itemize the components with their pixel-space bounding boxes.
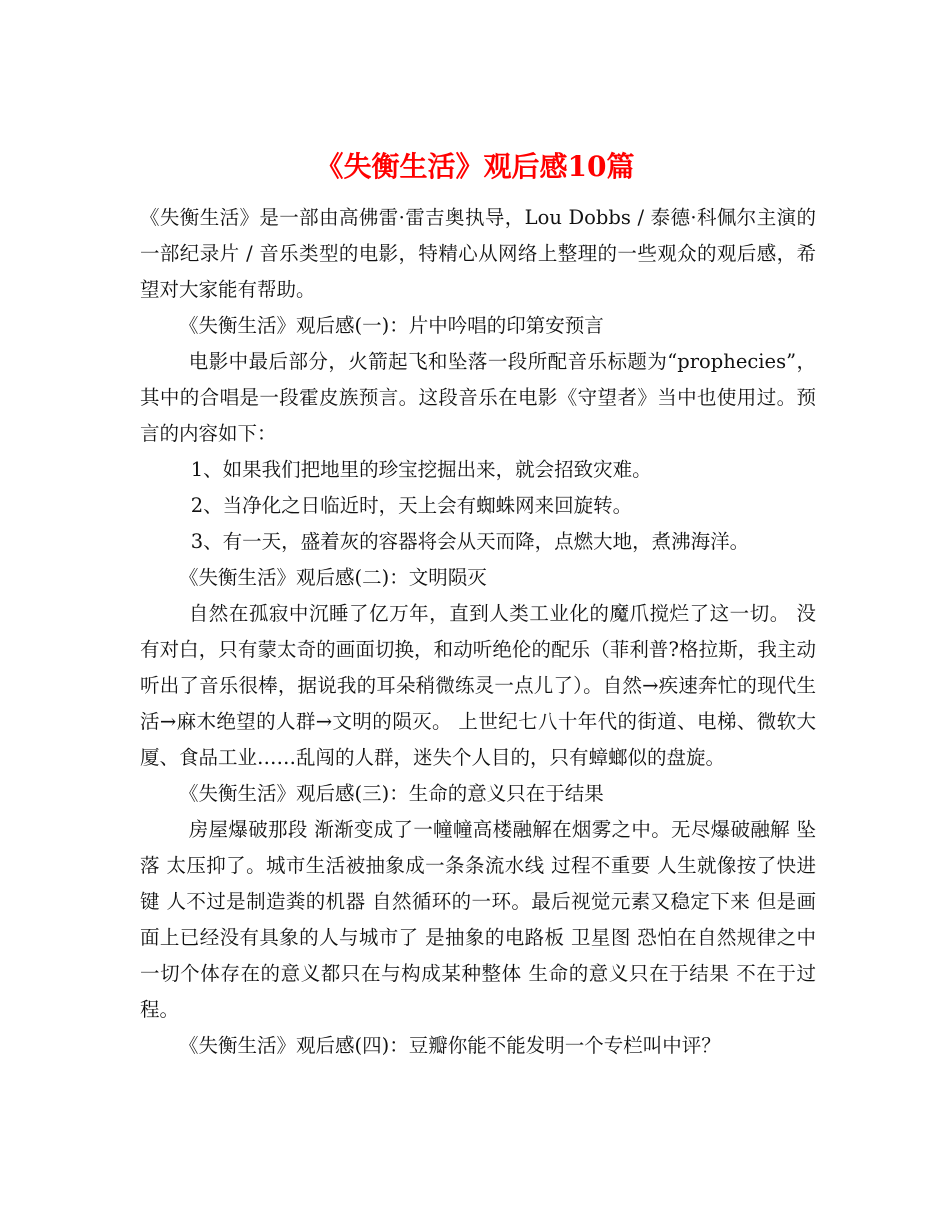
section-2-paragraph-1: 自然在孤寂中沉睡了亿万年，直到人类工业化的魔爪搅烂了这一切。 没有对白，只有蒙太奇的画面切换，和动听绝伦的配乐（菲利普?格拉斯，我主动听出了音乐很棒，据说我的耳朵稍微练灵一点儿了）。自然→疾速奔忙的现代生活→麻木绝望的人群→文明的陨灭。 上世纪七八十年代的街道、电梯、微软大厦、食品工业……乱闯的人群，迷失个人目的，只有蟑螂似的盘旋。 [140, 602, 816, 769]
section-heading-4: 《失衡生活》观后感(四)：豆瓣你能不能发明一个专栏叫中评？ [179, 1034, 721, 1057]
section-1-paragraph-1: 电影中最后部分，火箭起飞和坠落一段所配音乐标题为“prophecies”，其中的合唱是一段霍皮族预言。这段音乐在电影《守望者》当中也使用过。预言的内容如下： [140, 350, 816, 445]
prophecy-item-1: 1、如果我们把地里的珍宝挖掘出来，就会招致灾难。 [190, 458, 652, 481]
prophecy-item-3: 3、有一天，盛着灰的容器将会从天而降，点燃大地，煮沸海洋。 [190, 530, 750, 553]
section-3-paragraph-1: 房屋爆破那段 渐渐变成了一幢幢高楼融解在烟雾之中。无尽爆破融解 坠落 太压抑了。城市生活被抽象成一条条流水线 过程不重要 人生就像按了快进键 人不过是制造粪的机器 自然循环的一环。最后视觉元素又稳定下来 但是画面上已经没有具象的人与城市了 是抽象的电路板 卫星图 恐怕在自然规律之中一切个体存在的意义都只在与构成某种整体 生命的意义只在于结果 不在于过程。 [140, 818, 816, 1021]
document-title: 《失衡生活》观后感10篇 [315, 149, 635, 183]
intro-paragraph: 《失衡生活》是一部由高佛雷·雷吉奥执导，Lou Dobbs / 泰德·科佩尔主演的一部纪录片 / 音乐类型的电影，特精心从网络上整理的一些观众的观后感，希望对大家能有帮助。 [140, 206, 816, 301]
prophecy-item-2: 2、当净化之日临近时，天上会有蜘蛛网来回旋转。 [190, 494, 633, 517]
section-heading-2: 《失衡生活》观后感(二)：文明陨灭 [179, 566, 487, 589]
section-heading-3: 《失衡生活》观后感(三)：生命的意义只在于结果 [179, 782, 604, 805]
document-body [140, 200, 816, 1064]
section-heading-1: 《失衡生活》观后感(一)：片中吟唱的印第安预言 [179, 314, 604, 337]
